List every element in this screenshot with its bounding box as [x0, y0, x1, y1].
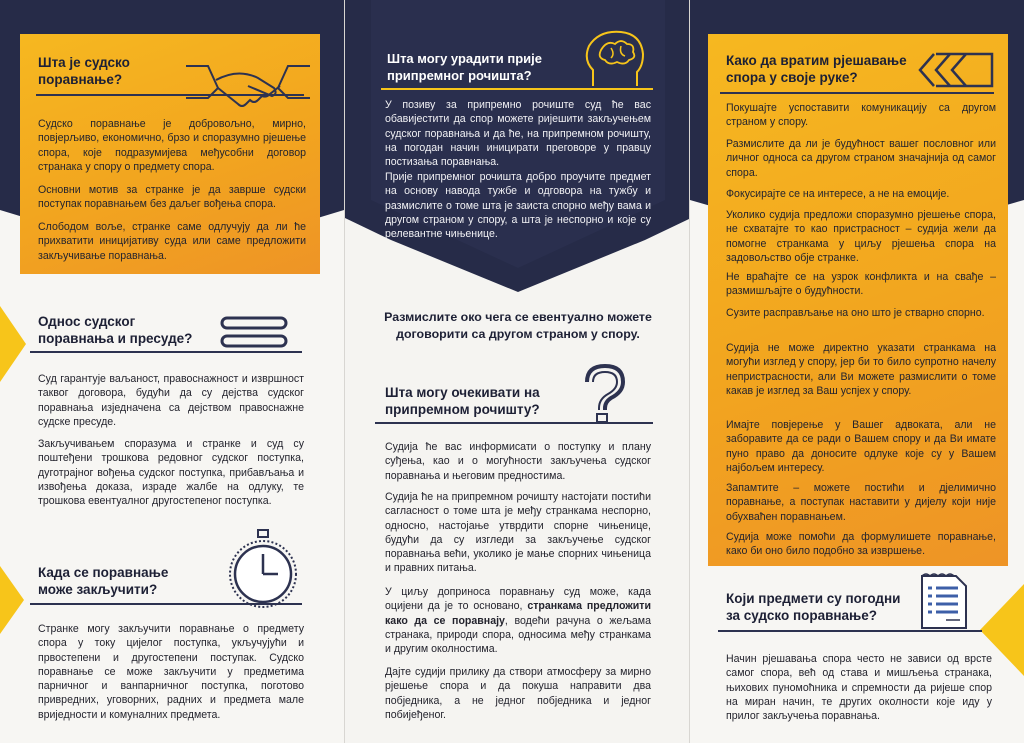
paragraph: Уколико судија предложи споразумно рјешење спора, не схватајте то као пристрасност – судија жели да помогне странкама у циљу рјешења спора на задовољство обје странке.: [726, 209, 996, 264]
brain-head-icon: [581, 30, 661, 94]
title-underline: [720, 92, 994, 94]
paragraph: Судија ће вас информисати о поступку и плану суђења, као и о могућности закључења судског поравнања и његовим предностима.: [385, 441, 651, 482]
paragraph: Покушајте успоставити комуникацију са другом страном у спору.: [726, 102, 996, 129]
paragraph: Судија не може директно указати странкама на могући изглед у спору, јер би то било супротно начелу непристрасности, али Ви можете размислити о томе какав је изглед за Ваш успјех у спору.: [726, 342, 996, 397]
paragraph: Слободом воље, странке саме одлучују да ли ће прихватити иницијативу суда или саме предложити закључивање поравнања.: [38, 221, 306, 262]
paragraph: Судија може помоћи да формулишете поравнање, како би оно било подобно за извршење.: [726, 531, 996, 558]
paragraph: Размислите да ли је будућност вашег пословног или личног односа са другом страном значајнија од самог спора.: [726, 138, 996, 179]
title-underline: [30, 351, 302, 353]
paragraph: Имајте повјерење у Вашег адвоката, али не заборавите да се ради о Вашем спору и да Ви имате пуно право да доносите одлуке које су у Вашем најбољем интересу.: [726, 419, 996, 474]
paragraph: Начин рјешавања спора често не зависи од врсте самог спора, већ од става и мишљења странака, њихових пуномоћника и спремности да ријеше спор на миран начин, те других околности које иду у прилог закључења поравнања.: [726, 653, 992, 723]
paragraph: Дајте судији прилику да створи атмосферу за мирно рјешење спора и да покуша направити два побједника, а не једног побједника и једног побијеђеног.: [385, 666, 651, 721]
paragraph: Судско поравнање је добровољно, мирно, повјерљиво, економично, брзо и споразумно рјешење спора, које подразумијева међусобни договор странака у спору о предмету спора.: [38, 118, 306, 173]
paragraph: Прије припремног рочишта добро проучите предмет на основу навода тужбе и одговора на тужбу и размислите о томе шта је заиста спорно међу вама и другом страном у спору, а шта је неспорно и које су релевантне чињенице.: [385, 171, 651, 241]
yellow-accent: [0, 566, 24, 634]
section-title-suitable-cases: Који предмети су погодни за судско поравнање?: [726, 591, 901, 623]
paragraph: Судија ће на припремном рочишту настојати постићи сагласност о томе шта је међу странкама неспорно, односно, настојање утврдити спорне чињенице, будући да су изгледи за закључење судског поравнања већи, уколико је мање спорних чињеница и правних питања.: [385, 491, 651, 575]
paragraph: Закључивањем споразума и странке и суд су поштеђени трошкова редовног судског поступка, дуготрајног вођења судског поступка, прибављања и извођења доказа, израде жалбе на одлуку, те трошкова евентуалног другостепеног поступка.: [38, 438, 304, 508]
bold-phrase: странкама предложити како да се поравнају: [385, 600, 651, 627]
paragraph: У позиву за припремно рочиште суд ће вас обавијестити да спор можете ријешити закључењем судског поравнања и да ће, на припремном рочишту, на погодан начин иницирати преговоре у правцу постизања поравнања.: [385, 99, 651, 169]
paragraph: Суд гарантује ваљаност, правоснажност и извршност таквог договора, будући да су дејства судског поравнања изједначена са дејством правоснажне судске пресуде.: [38, 373, 304, 428]
section-title-expect: Шта могу очекивати на припремном рочишту?: [385, 385, 540, 417]
chevrons-left-icon: [916, 50, 996, 94]
stopwatch-icon: [224, 528, 304, 608]
panel-left: [0, 0, 344, 743]
handshake-icon: [178, 58, 318, 118]
paragraph: Основни мотив за странке је да заврше судски поступак поравнањем без даљег вођења спора.: [38, 184, 306, 211]
title-underline: [30, 603, 302, 605]
callout-text: Размислите око чега се евентуално можете договорити са другом страном у спору.: [384, 310, 652, 341]
section-title-before-hearing: Шта могу урадити прије припремног рочишта?: [387, 51, 542, 83]
title-underline: [36, 94, 304, 96]
paragraph: Сузите расправљање на оно што је стварно спорно.: [726, 307, 985, 319]
paragraph: Запамтите – можете постићи и дјелимично поравнање, а поступак наставити у дијелу који није обухваћен поравнањем.: [726, 482, 996, 523]
paragraph: Фокусирајте се на интересе, а не на емоције.: [726, 188, 950, 200]
paragraph: У циљу доприноса поравнању суд може, када оцијени да је то основано, странкама предложити како да се поравнају, водећи рачуна о жељама странака, природи спора, односима међу странкама и другим околностима.: [385, 586, 651, 656]
section-title-what-is-settlement: Шта је судско поравнање?: [38, 55, 130, 87]
document-icon: [916, 572, 972, 632]
panel-right: [690, 0, 1024, 743]
section-title-when: Када се поравнање може закључити?: [38, 565, 169, 597]
paragraph: Странке могу закључити поравнање о предмету спора у току цијелог поступка, укључујући и првостепени и другостепени поступак. Судско поравнање се може закључити у предметима парничног и ванпарничног поступка, поготово привредних, уговорних, радних и предмета мале вриједности и комуналних предмета.: [38, 623, 304, 721]
title-underline: [375, 422, 653, 424]
panel-middle: [344, 0, 690, 743]
title-underline: [718, 630, 982, 632]
bars-icon: [220, 316, 290, 356]
title-underline: [381, 88, 653, 90]
section-title-take-control: Како да вратим рјешавање спора у своје руке?: [726, 53, 907, 85]
paragraph: Не враћајте се на узрок конфликта и на свађе – размишљајте о будућности.: [726, 271, 996, 298]
yellow-accent: [0, 306, 26, 382]
section-title-relation: Однос судског поравнања и пресуде?: [38, 314, 193, 346]
question-mark-icon: [581, 364, 631, 424]
